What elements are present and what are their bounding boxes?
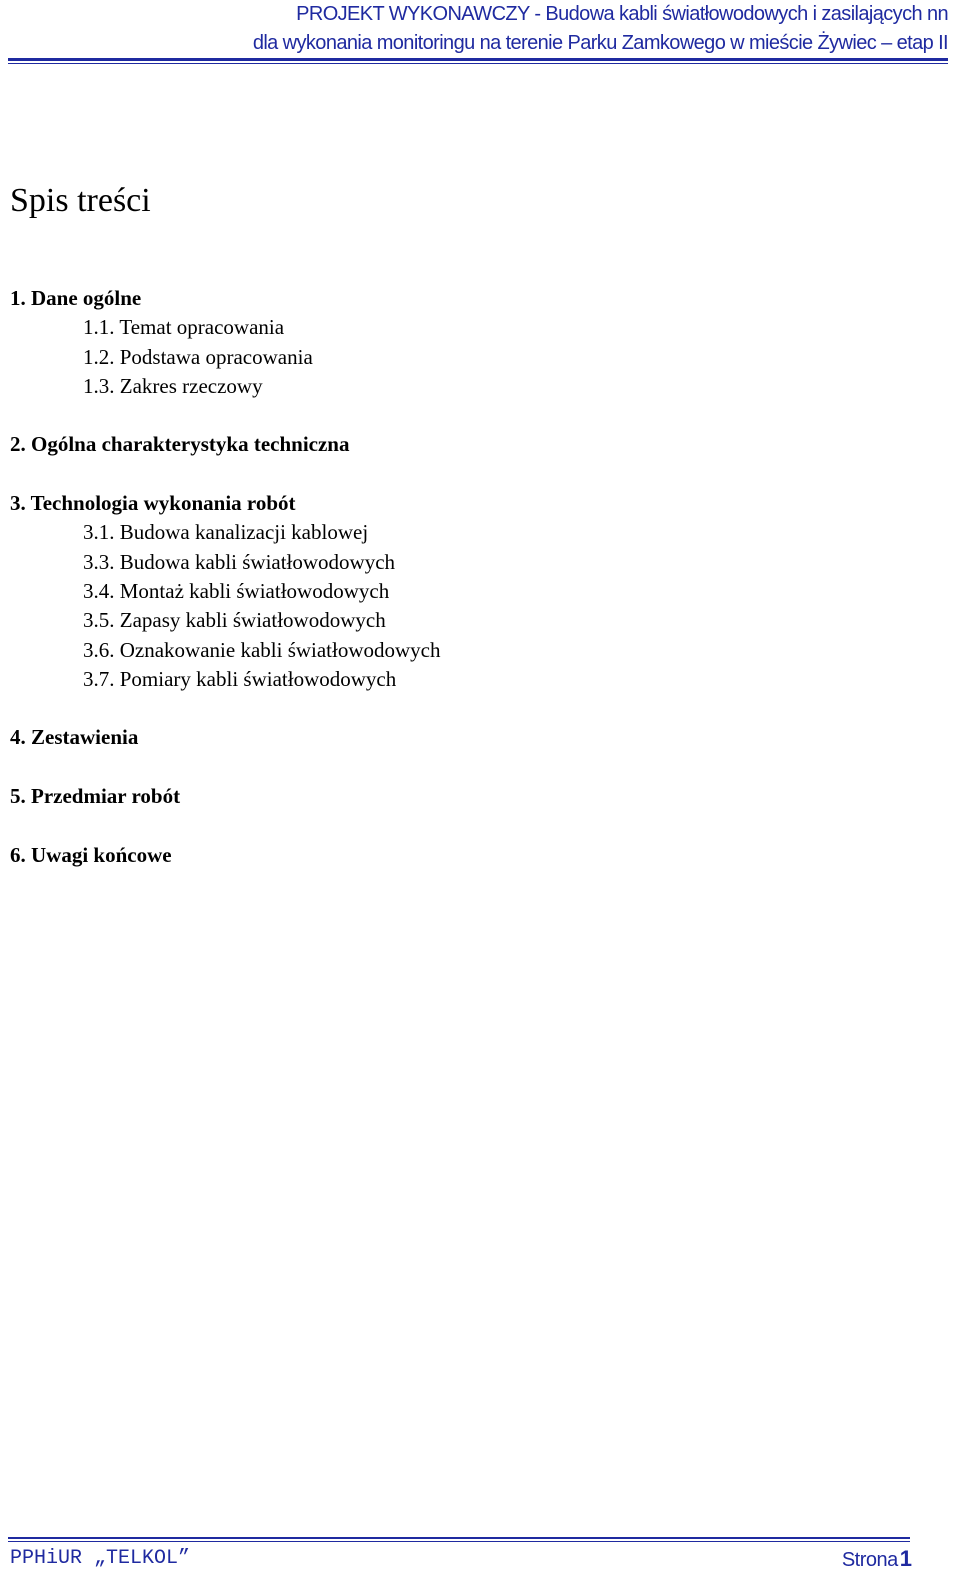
- footer-rule-thick: [8, 1537, 910, 1539]
- footer-company-name: PPHiUR „TELKOL”: [10, 1547, 191, 1570]
- toc-item-3-7: 3.7. Pomiary kabli światłowodowych: [83, 666, 397, 691]
- toc-item-1-2: 1.2. Podstawa opracowania: [83, 344, 313, 369]
- toc-item-3-5: 3.5. Zapasy kabli światłowodowych: [83, 608, 386, 633]
- toc-section-6: 6. Uwagi końcowe: [10, 842, 172, 867]
- toc-item-3-3: 3.3. Budowa kabli światłowodowych: [83, 549, 396, 574]
- footer-rule-thin: [8, 1541, 910, 1542]
- toc-item-1-3: 1.3. Zakres rzeczowy: [83, 373, 263, 398]
- footer-page-label: Strona: [841, 1549, 898, 1571]
- toc-section-3: 3. Technologia wykonania robót: [10, 491, 296, 516]
- footer-page-number: 1: [899, 1546, 912, 1571]
- page-header: [0, 0, 960, 66]
- header-project-subtitle: dla wykonania monitoringu na terenie Parku Zamkowego w mieście Żywiec – etap II: [252, 32, 948, 54]
- toc-section-2: 2. Ogólna charakterystyka techniczna: [10, 432, 350, 457]
- toc-item-3-6: 3.6. Oznakowanie kabli światłowodowych: [83, 637, 441, 662]
- footer-page-indicator: [842, 1545, 912, 1576]
- page-footer: [0, 1530, 960, 1587]
- toc-section-4: 4. Zestawienia: [10, 725, 139, 750]
- header-rule-thin: [8, 63, 948, 64]
- toc-item-3-4: 3.4. Montaż kabli światłowodowych: [83, 578, 390, 603]
- toc-item-3-1: 3.1. Budowa kanalizacji kablowej: [83, 520, 369, 545]
- header-project-title: PROJEKT WYKONAWCZY - Budowa kabli światłowodowych i zasilających nn: [296, 3, 948, 25]
- toc-item-1-1: 1.1. Temat opracowania: [83, 315, 285, 340]
- header-rule-thick: [8, 58, 948, 61]
- toc-title: Spis treści: [10, 182, 151, 219]
- toc-section-1: 1. Dane ogólne: [10, 286, 142, 310]
- toc-section-5: 5. Przedmiar robót: [10, 784, 181, 809]
- table-of-contents: [10, 284, 441, 870]
